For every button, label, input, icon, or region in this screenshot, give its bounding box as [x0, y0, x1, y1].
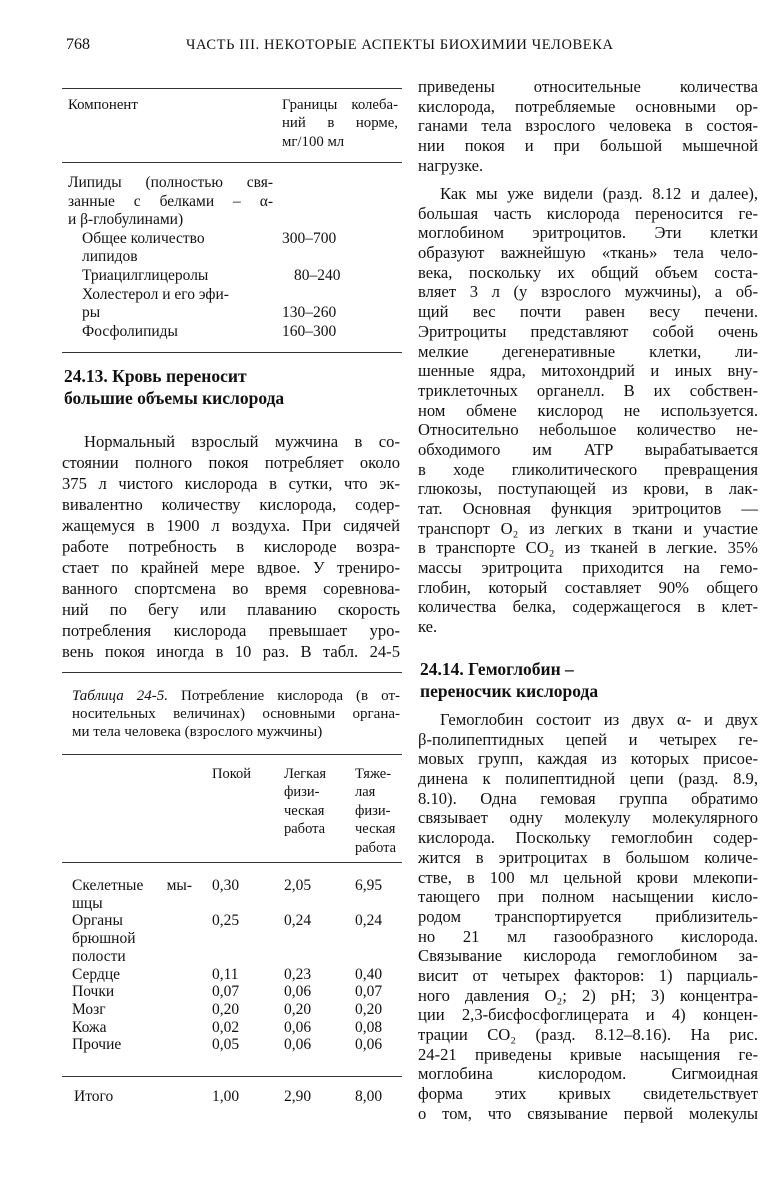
- table2-cell-value: 0,24: [355, 912, 383, 930]
- text-line: транспорт O₂ из легких в ткани и участие: [418, 518, 758, 538]
- text-line: ции 2,3-бисфосфоглицерата и 4) концен-: [418, 1005, 758, 1025]
- table2-row-label: [72, 912, 192, 965]
- table2-column-header-line: физи-: [355, 802, 391, 819]
- table2-cell-value: 0,40: [355, 965, 383, 983]
- table2-cell-value: 0,06: [284, 983, 312, 1001]
- table2-row-label: [72, 983, 192, 1001]
- table2-column-header-line: физи-: [284, 784, 320, 801]
- table2-column-header-line: Тяже-: [355, 766, 392, 782]
- right-paragraph-3: [418, 710, 758, 1123]
- table2-caption-text: носительных величинах) основными органа-: [72, 706, 400, 722]
- text-line: в транспорте CO₂ из тканей в легкие. 35%: [418, 538, 758, 558]
- table2-column-header: [284, 765, 326, 839]
- text-line: тающего при полном насыщении кисло-: [418, 887, 758, 907]
- text-line: большая часть кислорода переносится ге-: [418, 203, 758, 223]
- table2-caption: [72, 687, 400, 741]
- table1-row-value: 80–240: [294, 266, 341, 284]
- table2-total-rule: [62, 1076, 402, 1077]
- table2-caption-line: [72, 723, 400, 741]
- text-line: связывает одну молекулу молекулярного: [418, 808, 758, 828]
- table1-header-range-line: Границы колеба-: [282, 97, 398, 113]
- text-line: жится в эритроцитах в большом количе-: [418, 847, 758, 867]
- text-line: ке.: [418, 617, 438, 637]
- text-line: β-полипептидных цепей и четырех ге-: [418, 729, 758, 749]
- table2-column-header-line: Легкая: [284, 766, 327, 782]
- text-line: шенные ядра, митохондрий и иных вну-: [418, 361, 758, 381]
- table2-cell-value: 0,08: [355, 1018, 383, 1036]
- text-line: работе потребность в кислороде возра-: [62, 537, 400, 556]
- table1-header-range-line: ний в норме,: [282, 115, 398, 132]
- table1-row: [68, 229, 337, 267]
- table1-row-label: Триацилглицеролы: [82, 266, 209, 284]
- section-heading-24-14: [420, 658, 598, 702]
- table2-column-header-line: работа: [284, 821, 326, 838]
- table2-cell-value: 2,05: [284, 877, 312, 894]
- text-line: о том, что связывание первой молекулы: [418, 1103, 758, 1123]
- text-line: Гемоглобин состоит из двух α- и двух: [440, 710, 758, 729]
- text-line: вень покоя иногда в 10 раз. В табл. 24-5: [62, 642, 400, 661]
- text-line: образуют важнейшую «ткань» тела чело-: [418, 243, 758, 263]
- table2-cell-value: 0,07: [212, 983, 240, 1001]
- table2-row-label-line: Органы: [72, 912, 123, 930]
- text-line: форма этих кривых свидетельствует: [418, 1084, 758, 1104]
- text-line: триклеточных органелл. В их собствен-: [418, 380, 758, 400]
- text-line: в ходе гликолитического превращения: [418, 459, 758, 479]
- table1-group-label-line: и β-глобулинами): [68, 211, 184, 229]
- table2-column-header-line: ческая: [355, 821, 396, 838]
- table2-cell-value: 0,06: [284, 1036, 312, 1054]
- text-line: родом транспортируется приблизитель-: [418, 906, 758, 926]
- table2-row-label: [72, 877, 192, 912]
- table2-cell-value: 0,20: [212, 1000, 240, 1018]
- text-line: стает по крайней мере вдвое. У трениро-: [62, 558, 400, 577]
- table1-top-rule: [62, 88, 402, 89]
- table2-total-label: Итого: [74, 1088, 114, 1105]
- table2-header-top-rule: [62, 754, 402, 755]
- table2-total-value: 2,90: [284, 1088, 312, 1105]
- text-line: массы эритроцита приходится на гемо-: [418, 558, 758, 578]
- text-line: обходимого им ATP вырабатывается: [418, 439, 758, 459]
- text-line: мовых групп, каждая из которых присое-: [418, 749, 758, 769]
- text-line: динена к полипептидной цепи (разд. 8.9,: [418, 769, 758, 789]
- table2-cell-value: 0,11: [212, 965, 239, 983]
- text-line: моглобина кислородом. Сигмоидная: [418, 1064, 758, 1084]
- text-line: кислорода. Поскольку гемоглобин содер-: [418, 828, 758, 848]
- text-line: вивалентно количеству кислорода, содер-: [62, 495, 400, 514]
- text-line: Нормальный взрослый мужчина в со-: [84, 432, 400, 451]
- text-line: Связывание кислорода гемоглобином за-: [418, 946, 758, 966]
- text-line: глюкозы, поступающей из крови, в лак-: [418, 479, 758, 499]
- heading-line: большие объемы кислорода: [64, 388, 285, 408]
- text-line: кислорода, потребляемые основными ор-: [418, 96, 758, 116]
- table2-column-header-line: ческая: [284, 802, 325, 819]
- table1-row-label: Фосфолипиды: [82, 322, 178, 340]
- table1-row: [68, 322, 337, 342]
- text-line: Эритроциты представляют собой очень: [418, 321, 758, 341]
- table2-caption-label: Таблица 24-5.: [72, 688, 168, 704]
- table1-row-label: Общее количество: [82, 229, 205, 247]
- text-line: 375 л чистого кислорода в сутки, что эк-: [62, 474, 400, 493]
- table1-row: [68, 285, 337, 323]
- text-line: нагрузке.: [418, 155, 484, 175]
- table1-row-value: 300–700: [282, 229, 337, 247]
- heading-line: переносчик кислорода: [420, 681, 599, 701]
- table2-row-label: [72, 1001, 192, 1019]
- text-line: 24-21 приведены кривые насыщения ге-: [418, 1044, 758, 1064]
- table2-column-header: [212, 765, 251, 783]
- table2-cell-value: 0,30: [212, 877, 240, 894]
- table2-cell-value: 0,05: [212, 1036, 240, 1054]
- table1-row-label: ры: [82, 304, 101, 322]
- table2-row-label-line: Мозг: [72, 1000, 106, 1018]
- text-line: ванного спортсмена во время соревнова-: [62, 579, 400, 598]
- table1-row-label: Холестерол и его эфи-: [82, 285, 229, 303]
- table1-row: [68, 266, 341, 286]
- table1-header-range-line: мг/100 мл: [282, 133, 345, 150]
- text-line: ний по бегу или плаванию скорость: [62, 600, 400, 619]
- table2-row-label-line: Прочие: [72, 1036, 122, 1054]
- text-line: Как мы уже видели (разд. 8.12 и далее),: [440, 184, 758, 203]
- table1-header-rule: [62, 162, 402, 163]
- table2-cell-value: 0,06: [355, 1036, 383, 1054]
- text-line: ного давления O₂; 2) pH; 3) концентра-: [418, 985, 758, 1005]
- table2-row-label-line: Почки: [72, 983, 115, 1001]
- table2-row-label-line: Кожа: [72, 1018, 107, 1036]
- table2-caption-text: Потребление кислорода (в от-: [181, 688, 400, 704]
- text-line: Относительно небольшое количество не-: [418, 420, 758, 440]
- text-line: приведены относительные количества: [418, 77, 758, 96]
- table2-row-label: [72, 1036, 192, 1054]
- text-line: мелкие дегенеративные клетки, ли-: [418, 341, 758, 361]
- text-line: нии покоя и при большой мышечной: [418, 136, 758, 156]
- table2-cell-value: 0,23: [284, 965, 312, 983]
- text-line: 8.10). Одна гемовая группа обратимо: [418, 788, 758, 808]
- text-line: глобин, который составляет 90% общего: [418, 577, 758, 597]
- text-line: жащемуся в 1900 л воздуха. При сидячей: [62, 516, 400, 535]
- table1-body: [68, 174, 341, 341]
- table1-group-label-line: Липиды (полностью свя-: [68, 174, 273, 191]
- table2-total-value: 1,00: [212, 1088, 240, 1105]
- table1-row-value: 160–300: [282, 322, 337, 340]
- table2-cell-value: 0,07: [355, 983, 383, 1001]
- table2-column-header-line: работа: [355, 839, 397, 856]
- table2-cell-value: 0,02: [212, 1018, 240, 1036]
- table2-row-label-line: брюшной: [72, 930, 136, 948]
- table2-cell-value: 0,24: [284, 912, 312, 930]
- text-line: но 21 мл газообразного кислорода.: [418, 926, 758, 946]
- table2-column-header-line: лая: [355, 784, 376, 801]
- text-line: щий вес почти равен весу печени.: [418, 302, 758, 322]
- table2-row-label-line: Сердце: [72, 965, 121, 983]
- text-line: потребления кислорода превышает уро-: [62, 621, 400, 640]
- table2-cell-value: 6,95: [355, 877, 383, 894]
- text-line: века, поскольку их общий объем соста-: [418, 262, 758, 282]
- table2-total-value: 8,00: [355, 1088, 383, 1105]
- table1-group-label-line: занные с белками – α-: [68, 192, 273, 210]
- table2-caption-text: ми тела человека (взрослого мужчины): [72, 724, 323, 740]
- text-line: количества белка, содержащегося в клет-: [418, 597, 758, 617]
- text-line: вляет 3 л (у взрослого мужчины), а об-: [418, 282, 758, 302]
- page-number: 768: [66, 36, 90, 53]
- text-line: тат. Основная функция эритроцитов —: [418, 499, 758, 518]
- table1-header-range: [282, 96, 398, 151]
- heading-line: 24.13. Кровь переносит: [64, 366, 247, 386]
- table1-bottom-rule: [62, 352, 402, 353]
- table2-row-label-line: шцы: [72, 894, 103, 912]
- section-heading-24-13: [64, 365, 284, 409]
- table2-top-rule: [62, 672, 402, 673]
- text-line: стоянии полного покоя потребляет около: [62, 453, 400, 472]
- table2-cell-value: 0,25: [212, 912, 240, 930]
- text-line: моглобином эритроцитов. Эти клетки: [418, 223, 758, 243]
- table2-cell-value: 0,20: [284, 1000, 312, 1018]
- table2-column-header-line: Покой: [212, 766, 252, 782]
- table2-header-rule: [62, 862, 402, 863]
- section-24-13-paragraph: [62, 431, 400, 662]
- table2-row-label: [72, 966, 192, 984]
- heading-line: 24.14. Гемоглобин –: [420, 659, 574, 679]
- table2-caption-line: [72, 687, 400, 705]
- table2-column-header: [355, 765, 396, 857]
- table2-cell-value: 0,06: [284, 1018, 312, 1036]
- table1-header-component: Компонент: [68, 97, 138, 113]
- text-line: стве, в 100 мл цельной крови млекопи-: [418, 867, 758, 887]
- table1-row-label: липидов: [82, 248, 138, 266]
- table2-row-label-line: Скелетные мы-: [72, 877, 192, 894]
- table1-row-value: 130–260: [282, 304, 337, 322]
- table2-row-label: [72, 1019, 192, 1037]
- text-line: трации CO₂ (разд. 8.12–8.16). На рис.: [418, 1025, 758, 1044]
- table2-caption-line: [72, 705, 400, 723]
- right-paragraph-1: [418, 77, 758, 175]
- text-line: висит от четырех факторов: 1) парциаль-: [418, 965, 758, 985]
- right-paragraph-2: [418, 184, 758, 637]
- text-line: ганами тела взрослого человека в состоя-: [418, 116, 758, 136]
- text-line: ном обмене кислород не используется.: [418, 400, 758, 420]
- table2-cell-value: 0,20: [355, 1000, 383, 1018]
- running-title: ЧАСТЬ III. НЕКОТОРЫЕ АСПЕКТЫ БИОХИМИИ ЧЕЛОВЕКА: [186, 37, 614, 53]
- table2-row-label-line: полости: [72, 947, 126, 965]
